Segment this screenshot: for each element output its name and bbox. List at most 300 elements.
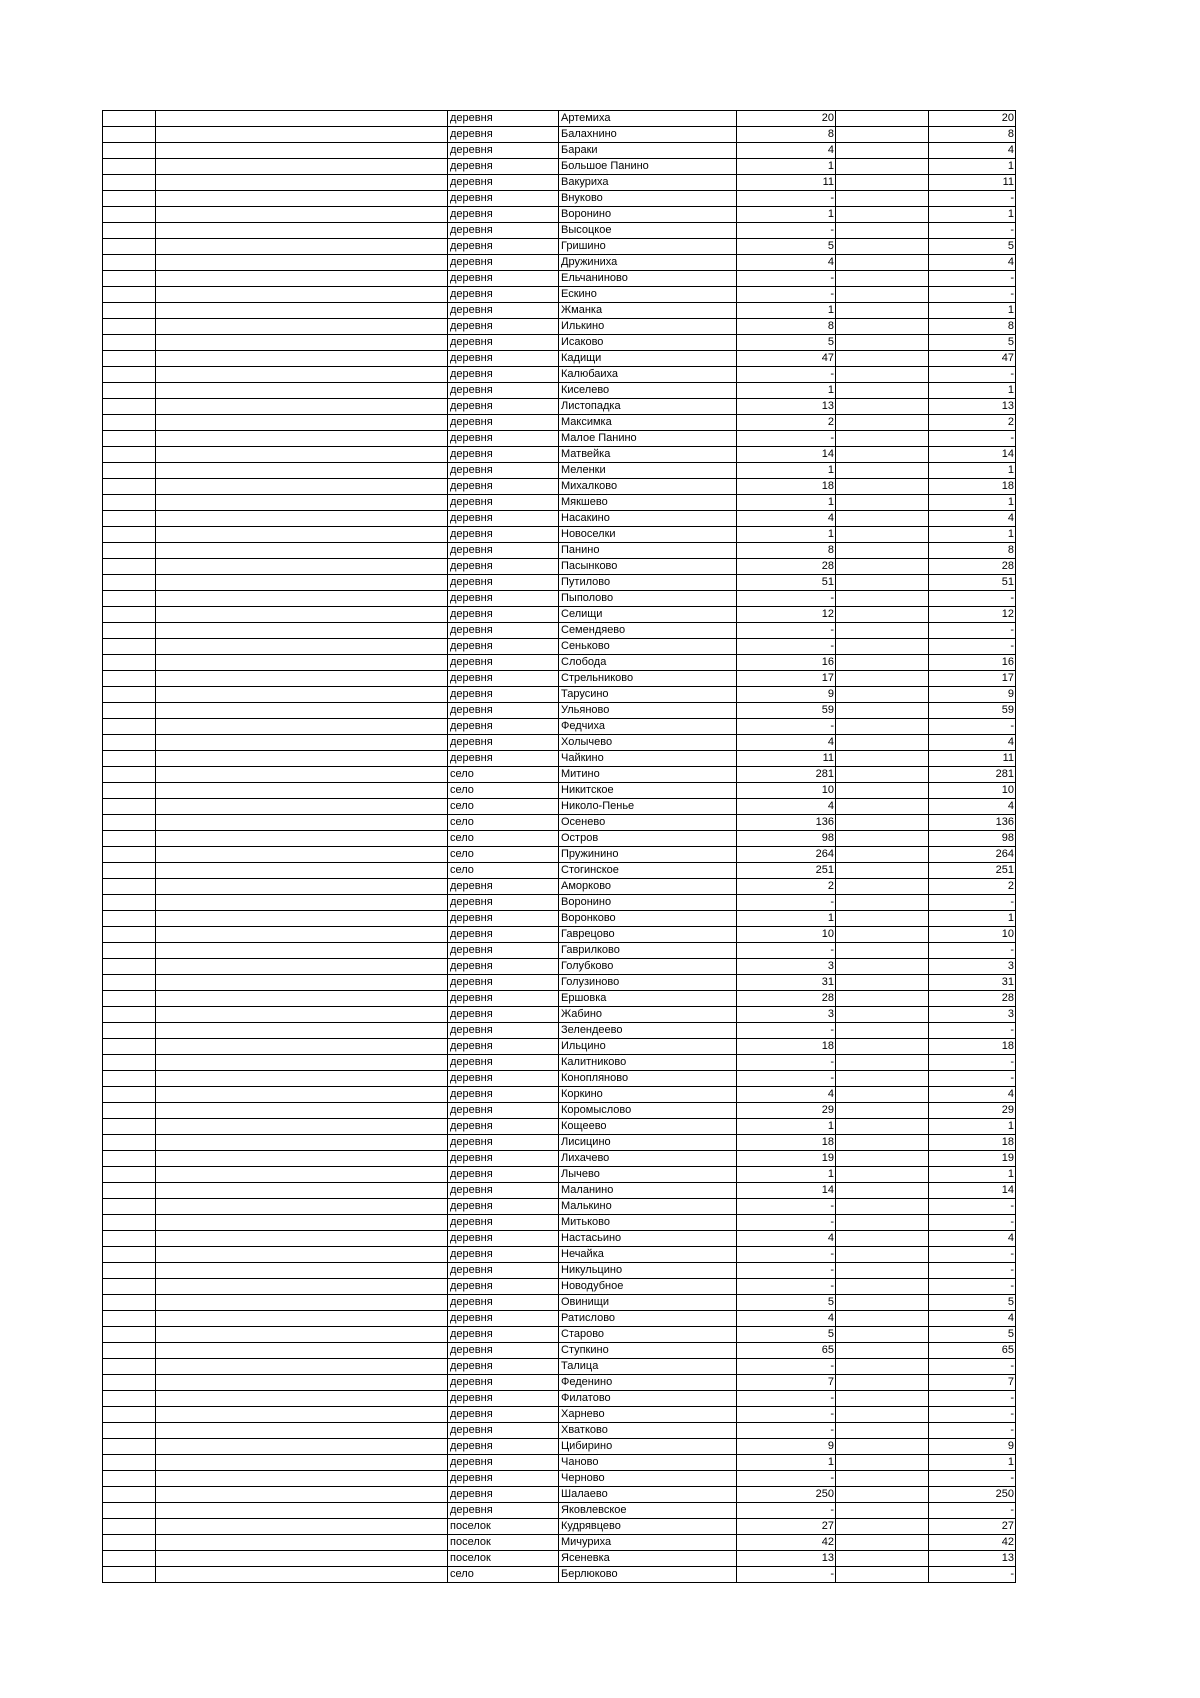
cell-settlement-name: Дружиниха bbox=[559, 255, 737, 271]
cell-settlement-type: поселок bbox=[448, 1519, 559, 1535]
cell-settlement-name: Меленки bbox=[559, 463, 737, 479]
table-row bbox=[103, 351, 1016, 367]
cell-empty-a bbox=[103, 1167, 156, 1183]
cell-settlement-type: деревня bbox=[448, 1295, 559, 1311]
cell-settlement-type: деревня bbox=[448, 1199, 559, 1215]
cell-empty-b bbox=[156, 927, 448, 943]
cell-empty-a bbox=[103, 1039, 156, 1055]
cell-value-1: - bbox=[737, 431, 836, 447]
table-row bbox=[103, 1183, 1016, 1199]
cell-settlement-type: деревня bbox=[448, 751, 559, 767]
cell-value-2: 11 bbox=[929, 175, 1016, 191]
cell-empty-c bbox=[836, 1311, 929, 1327]
cell-settlement-type: деревня bbox=[448, 431, 559, 447]
cell-empty-a bbox=[103, 1391, 156, 1407]
cell-value-1: 1 bbox=[737, 495, 836, 511]
cell-empty-a bbox=[103, 1119, 156, 1135]
cell-empty-c bbox=[836, 159, 929, 175]
cell-empty-a bbox=[103, 111, 156, 127]
cell-empty-c bbox=[836, 1359, 929, 1375]
cell-empty-c bbox=[836, 1439, 929, 1455]
cell-settlement-name: Конопляново bbox=[559, 1071, 737, 1087]
cell-empty-b bbox=[156, 591, 448, 607]
table-row bbox=[103, 1375, 1016, 1391]
table-row bbox=[103, 799, 1016, 815]
cell-empty-b bbox=[156, 415, 448, 431]
cell-value-1: - bbox=[737, 1023, 836, 1039]
cell-empty-a bbox=[103, 1023, 156, 1039]
cell-settlement-name: Ясеневка bbox=[559, 1551, 737, 1567]
cell-empty-c bbox=[836, 831, 929, 847]
cell-empty-b bbox=[156, 1263, 448, 1279]
table-row bbox=[103, 1167, 1016, 1183]
cell-value-2: - bbox=[929, 623, 1016, 639]
table-row bbox=[103, 255, 1016, 271]
table-row bbox=[103, 1391, 1016, 1407]
cell-value-1: 47 bbox=[737, 351, 836, 367]
cell-value-2: 1 bbox=[929, 303, 1016, 319]
cell-value-1: 281 bbox=[737, 767, 836, 783]
cell-settlement-type: деревня bbox=[448, 575, 559, 591]
cell-empty-b bbox=[156, 655, 448, 671]
cell-empty-c bbox=[836, 1535, 929, 1551]
cell-settlement-type: деревня bbox=[448, 463, 559, 479]
cell-empty-c bbox=[836, 895, 929, 911]
cell-empty-b bbox=[156, 831, 448, 847]
cell-empty-c bbox=[836, 207, 929, 223]
cell-value-2: 3 bbox=[929, 1007, 1016, 1023]
cell-settlement-name: Харнево bbox=[559, 1407, 737, 1423]
cell-settlement-name: Филатово bbox=[559, 1391, 737, 1407]
cell-settlement-name: Жабино bbox=[559, 1007, 737, 1023]
cell-empty-a bbox=[103, 687, 156, 703]
cell-empty-c bbox=[836, 863, 929, 879]
cell-value-1: 1 bbox=[737, 463, 836, 479]
cell-empty-b bbox=[156, 1039, 448, 1055]
cell-settlement-type: деревня bbox=[448, 223, 559, 239]
cell-settlement-name: Воронково bbox=[559, 911, 737, 927]
cell-value-2: 7 bbox=[929, 1375, 1016, 1391]
cell-empty-c bbox=[836, 607, 929, 623]
cell-value-2: 2 bbox=[929, 415, 1016, 431]
cell-settlement-type: деревня bbox=[448, 207, 559, 223]
table-row bbox=[103, 143, 1016, 159]
cell-value-1: - bbox=[737, 943, 836, 959]
cell-settlement-type: деревня bbox=[448, 1375, 559, 1391]
cell-settlement-type: деревня bbox=[448, 287, 559, 303]
cell-settlement-type: деревня bbox=[448, 1439, 559, 1455]
cell-empty-b bbox=[156, 255, 448, 271]
cell-value-1: - bbox=[737, 1199, 836, 1215]
cell-empty-b bbox=[156, 1503, 448, 1519]
cell-empty-a bbox=[103, 991, 156, 1007]
cell-empty-b bbox=[156, 367, 448, 383]
cell-settlement-name: Николо-Пенье bbox=[559, 799, 737, 815]
cell-empty-a bbox=[103, 543, 156, 559]
cell-empty-a bbox=[103, 863, 156, 879]
table-row bbox=[103, 767, 1016, 783]
cell-empty-a bbox=[103, 671, 156, 687]
cell-empty-a bbox=[103, 1359, 156, 1375]
cell-empty-b bbox=[156, 1407, 448, 1423]
cell-empty-a bbox=[103, 1567, 156, 1583]
cell-value-1: - bbox=[737, 1071, 836, 1087]
table-row bbox=[103, 959, 1016, 975]
cell-value-2: 8 bbox=[929, 543, 1016, 559]
cell-value-1: 1 bbox=[737, 911, 836, 927]
table-row bbox=[103, 1263, 1016, 1279]
table-row bbox=[103, 751, 1016, 767]
cell-value-2: 10 bbox=[929, 927, 1016, 943]
cell-settlement-type: деревня bbox=[448, 607, 559, 623]
cell-empty-c bbox=[836, 1103, 929, 1119]
cell-empty-a bbox=[103, 1407, 156, 1423]
cell-empty-a bbox=[103, 175, 156, 191]
cell-value-1: 8 bbox=[737, 319, 836, 335]
table-row bbox=[103, 719, 1016, 735]
cell-empty-b bbox=[156, 543, 448, 559]
cell-empty-a bbox=[103, 1471, 156, 1487]
cell-empty-a bbox=[103, 1423, 156, 1439]
cell-empty-b bbox=[156, 719, 448, 735]
cell-value-2: 1 bbox=[929, 1119, 1016, 1135]
cell-settlement-type: село bbox=[448, 831, 559, 847]
table-row bbox=[103, 655, 1016, 671]
cell-empty-a bbox=[103, 895, 156, 911]
cell-settlement-type: деревня bbox=[448, 1343, 559, 1359]
cell-empty-a bbox=[103, 1535, 156, 1551]
cell-settlement-name: Коромыслово bbox=[559, 1103, 737, 1119]
table-row bbox=[103, 415, 1016, 431]
cell-value-2: - bbox=[929, 719, 1016, 735]
cell-value-2: 28 bbox=[929, 991, 1016, 1007]
cell-value-1: 9 bbox=[737, 687, 836, 703]
cell-empty-c bbox=[836, 463, 929, 479]
cell-value-1: - bbox=[737, 1503, 836, 1519]
cell-empty-b bbox=[156, 1423, 448, 1439]
cell-settlement-type: деревня bbox=[448, 671, 559, 687]
cell-empty-b bbox=[156, 1023, 448, 1039]
cell-empty-b bbox=[156, 687, 448, 703]
table-row bbox=[103, 943, 1016, 959]
cell-empty-a bbox=[103, 703, 156, 719]
cell-settlement-name: Высоцкое bbox=[559, 223, 737, 239]
cell-empty-a bbox=[103, 1231, 156, 1247]
cell-value-1: - bbox=[737, 1279, 836, 1295]
table-row bbox=[103, 1423, 1016, 1439]
cell-empty-b bbox=[156, 495, 448, 511]
cell-value-1: 1 bbox=[737, 159, 836, 175]
cell-settlement-name: Илькино bbox=[559, 319, 737, 335]
cell-empty-c bbox=[836, 767, 929, 783]
cell-empty-c bbox=[836, 1263, 929, 1279]
table-body bbox=[103, 111, 1016, 1583]
cell-empty-c bbox=[836, 1039, 929, 1055]
cell-settlement-name: Митьково bbox=[559, 1215, 737, 1231]
cell-value-1: 7 bbox=[737, 1375, 836, 1391]
cell-settlement-name: Нечайка bbox=[559, 1247, 737, 1263]
cell-empty-c bbox=[836, 511, 929, 527]
cell-settlement-name: Голузиново bbox=[559, 975, 737, 991]
cell-value-2: 281 bbox=[929, 767, 1016, 783]
cell-settlement-type: село bbox=[448, 783, 559, 799]
cell-settlement-name: Внуково bbox=[559, 191, 737, 207]
cell-value-2: - bbox=[929, 591, 1016, 607]
cell-value-2: 5 bbox=[929, 335, 1016, 351]
cell-empty-b bbox=[156, 783, 448, 799]
cell-empty-b bbox=[156, 303, 448, 319]
cell-empty-a bbox=[103, 319, 156, 335]
cell-settlement-type: село bbox=[448, 767, 559, 783]
cell-empty-b bbox=[156, 335, 448, 351]
table-row bbox=[103, 367, 1016, 383]
table-row bbox=[103, 463, 1016, 479]
cell-empty-c bbox=[836, 447, 929, 463]
cell-empty-a bbox=[103, 735, 156, 751]
cell-value-2: 29 bbox=[929, 1103, 1016, 1119]
table-row bbox=[103, 111, 1016, 127]
cell-settlement-name: Кадищи bbox=[559, 351, 737, 367]
cell-value-1: 1 bbox=[737, 303, 836, 319]
cell-value-1: 5 bbox=[737, 239, 836, 255]
cell-settlement-type: деревня bbox=[448, 927, 559, 943]
cell-empty-b bbox=[156, 1343, 448, 1359]
cell-empty-c bbox=[836, 1023, 929, 1039]
cell-value-1: 4 bbox=[737, 1311, 836, 1327]
cell-empty-c bbox=[836, 1455, 929, 1471]
cell-value-2: - bbox=[929, 1263, 1016, 1279]
cell-value-1: - bbox=[737, 1423, 836, 1439]
cell-settlement-name: Чаново bbox=[559, 1455, 737, 1471]
cell-empty-b bbox=[156, 351, 448, 367]
cell-settlement-type: деревня bbox=[448, 1487, 559, 1503]
cell-value-1: 18 bbox=[737, 1135, 836, 1151]
cell-value-1: - bbox=[737, 1055, 836, 1071]
cell-empty-c bbox=[836, 1551, 929, 1567]
cell-value-1: 1 bbox=[737, 1455, 836, 1471]
cell-empty-b bbox=[156, 399, 448, 415]
table-row bbox=[103, 927, 1016, 943]
cell-value-2: - bbox=[929, 1023, 1016, 1039]
cell-empty-c bbox=[836, 575, 929, 591]
cell-empty-c bbox=[836, 1343, 929, 1359]
table-row bbox=[103, 1055, 1016, 1071]
cell-empty-b bbox=[156, 735, 448, 751]
cell-settlement-type: деревня bbox=[448, 1231, 559, 1247]
cell-value-1: - bbox=[737, 1407, 836, 1423]
cell-empty-a bbox=[103, 559, 156, 575]
cell-empty-a bbox=[103, 1295, 156, 1311]
cell-empty-b bbox=[156, 1535, 448, 1551]
table-row bbox=[103, 1311, 1016, 1327]
table-row bbox=[103, 399, 1016, 415]
cell-value-1: - bbox=[737, 223, 836, 239]
table-row bbox=[103, 1535, 1016, 1551]
cell-value-2: 4 bbox=[929, 1087, 1016, 1103]
cell-settlement-type: деревня bbox=[448, 511, 559, 527]
cell-value-2: - bbox=[929, 1423, 1016, 1439]
table-row bbox=[103, 1231, 1016, 1247]
table-row bbox=[103, 127, 1016, 143]
table-row bbox=[103, 1343, 1016, 1359]
cell-value-1: 98 bbox=[737, 831, 836, 847]
table-row bbox=[103, 831, 1016, 847]
cell-empty-a bbox=[103, 335, 156, 351]
cell-settlement-type: деревня bbox=[448, 959, 559, 975]
cell-value-2: 4 bbox=[929, 255, 1016, 271]
cell-empty-a bbox=[103, 287, 156, 303]
cell-settlement-type: деревня bbox=[448, 543, 559, 559]
cell-empty-c bbox=[836, 1295, 929, 1311]
cell-empty-b bbox=[156, 1487, 448, 1503]
cell-empty-b bbox=[156, 1279, 448, 1295]
cell-settlement-type: село bbox=[448, 863, 559, 879]
cell-settlement-type: деревня bbox=[448, 879, 559, 895]
cell-empty-c bbox=[836, 927, 929, 943]
cell-empty-a bbox=[103, 127, 156, 143]
cell-empty-c bbox=[836, 223, 929, 239]
cell-value-2: - bbox=[929, 1407, 1016, 1423]
cell-settlement-type: деревня bbox=[448, 623, 559, 639]
cell-empty-a bbox=[103, 447, 156, 463]
table-row bbox=[103, 1279, 1016, 1295]
cell-empty-a bbox=[103, 495, 156, 511]
cell-settlement-type: деревня bbox=[448, 367, 559, 383]
cell-empty-b bbox=[156, 1247, 448, 1263]
cell-settlement-name: Коркино bbox=[559, 1087, 737, 1103]
cell-value-2: 10 bbox=[929, 783, 1016, 799]
cell-value-2: 9 bbox=[929, 1439, 1016, 1455]
cell-value-2: 28 bbox=[929, 559, 1016, 575]
table-row bbox=[103, 975, 1016, 991]
cell-settlement-name: Стогинское bbox=[559, 863, 737, 879]
cell-empty-c bbox=[836, 911, 929, 927]
cell-value-1: 4 bbox=[737, 799, 836, 815]
cell-value-1: 5 bbox=[737, 1327, 836, 1343]
cell-empty-b bbox=[156, 1327, 448, 1343]
cell-empty-b bbox=[156, 1311, 448, 1327]
cell-value-2: 1 bbox=[929, 463, 1016, 479]
cell-value-1: - bbox=[737, 1567, 836, 1583]
cell-value-1: - bbox=[737, 191, 836, 207]
table-row bbox=[103, 1215, 1016, 1231]
cell-empty-a bbox=[103, 1551, 156, 1567]
cell-value-2: 4 bbox=[929, 799, 1016, 815]
cell-settlement-type: деревня bbox=[448, 527, 559, 543]
cell-settlement-name: Никульцино bbox=[559, 1263, 737, 1279]
cell-settlement-type: деревня bbox=[448, 1183, 559, 1199]
cell-empty-a bbox=[103, 591, 156, 607]
cell-value-2: 65 bbox=[929, 1343, 1016, 1359]
table-row bbox=[103, 159, 1016, 175]
table-row bbox=[103, 431, 1016, 447]
cell-value-1: 2 bbox=[737, 879, 836, 895]
cell-value-2: 4 bbox=[929, 735, 1016, 751]
cell-settlement-name: Пасынково bbox=[559, 559, 737, 575]
cell-settlement-type: деревня bbox=[448, 735, 559, 751]
cell-empty-b bbox=[156, 127, 448, 143]
cell-settlement-name: Федчиха bbox=[559, 719, 737, 735]
cell-empty-a bbox=[103, 751, 156, 767]
cell-value-1: 42 bbox=[737, 1535, 836, 1551]
cell-settlement-type: деревня bbox=[448, 1167, 559, 1183]
cell-empty-b bbox=[156, 911, 448, 927]
cell-settlement-type: деревня bbox=[448, 415, 559, 431]
cell-settlement-name: Ельчаниново bbox=[559, 271, 737, 287]
cell-settlement-name: Настасьино bbox=[559, 1231, 737, 1247]
table-row bbox=[103, 639, 1016, 655]
cell-settlement-type: деревня bbox=[448, 479, 559, 495]
table-row bbox=[103, 479, 1016, 495]
cell-empty-c bbox=[836, 1471, 929, 1487]
cell-settlement-type: деревня bbox=[448, 1151, 559, 1167]
cell-value-2: 59 bbox=[929, 703, 1016, 719]
cell-empty-c bbox=[836, 239, 929, 255]
cell-empty-c bbox=[836, 1135, 929, 1151]
cell-empty-c bbox=[836, 1487, 929, 1503]
cell-settlement-type: деревня bbox=[448, 143, 559, 159]
cell-value-2: 1 bbox=[929, 911, 1016, 927]
cell-empty-c bbox=[836, 1071, 929, 1087]
cell-empty-b bbox=[156, 1455, 448, 1471]
cell-empty-a bbox=[103, 1055, 156, 1071]
table-row bbox=[103, 1455, 1016, 1471]
cell-settlement-type: деревня bbox=[448, 1039, 559, 1055]
cell-value-2: - bbox=[929, 223, 1016, 239]
cell-value-2: 250 bbox=[929, 1487, 1016, 1503]
cell-empty-b bbox=[156, 207, 448, 223]
cell-settlement-name: Митино bbox=[559, 767, 737, 783]
cell-empty-a bbox=[103, 639, 156, 655]
cell-empty-b bbox=[156, 879, 448, 895]
cell-empty-a bbox=[103, 623, 156, 639]
cell-empty-b bbox=[156, 751, 448, 767]
cell-value-2: 251 bbox=[929, 863, 1016, 879]
cell-value-1: 1 bbox=[737, 527, 836, 543]
cell-value-2: 14 bbox=[929, 447, 1016, 463]
cell-empty-c bbox=[836, 879, 929, 895]
cell-empty-c bbox=[836, 1375, 929, 1391]
cell-settlement-name: Голубково bbox=[559, 959, 737, 975]
cell-settlement-type: поселок bbox=[448, 1551, 559, 1567]
cell-value-1: 31 bbox=[737, 975, 836, 991]
cell-empty-a bbox=[103, 799, 156, 815]
cell-value-2: 5 bbox=[929, 1327, 1016, 1343]
cell-empty-c bbox=[836, 703, 929, 719]
cell-empty-a bbox=[103, 191, 156, 207]
cell-empty-b bbox=[156, 111, 448, 127]
cell-empty-b bbox=[156, 1359, 448, 1375]
cell-value-1: 18 bbox=[737, 479, 836, 495]
cell-empty-a bbox=[103, 1439, 156, 1455]
cell-settlement-name: Максимка bbox=[559, 415, 737, 431]
cell-settlement-name: Воронино bbox=[559, 207, 737, 223]
cell-value-1: 28 bbox=[737, 991, 836, 1007]
cell-settlement-type: деревня bbox=[448, 255, 559, 271]
cell-settlement-name: Мякшево bbox=[559, 495, 737, 511]
cell-empty-c bbox=[836, 1119, 929, 1135]
cell-value-1: 59 bbox=[737, 703, 836, 719]
cell-value-2: - bbox=[929, 287, 1016, 303]
cell-empty-a bbox=[103, 143, 156, 159]
cell-settlement-type: деревня bbox=[448, 1103, 559, 1119]
cell-empty-c bbox=[836, 639, 929, 655]
cell-empty-c bbox=[836, 527, 929, 543]
cell-empty-c bbox=[836, 1087, 929, 1103]
cell-empty-a bbox=[103, 959, 156, 975]
cell-value-1: 19 bbox=[737, 1151, 836, 1167]
cell-settlement-type: деревня bbox=[448, 303, 559, 319]
